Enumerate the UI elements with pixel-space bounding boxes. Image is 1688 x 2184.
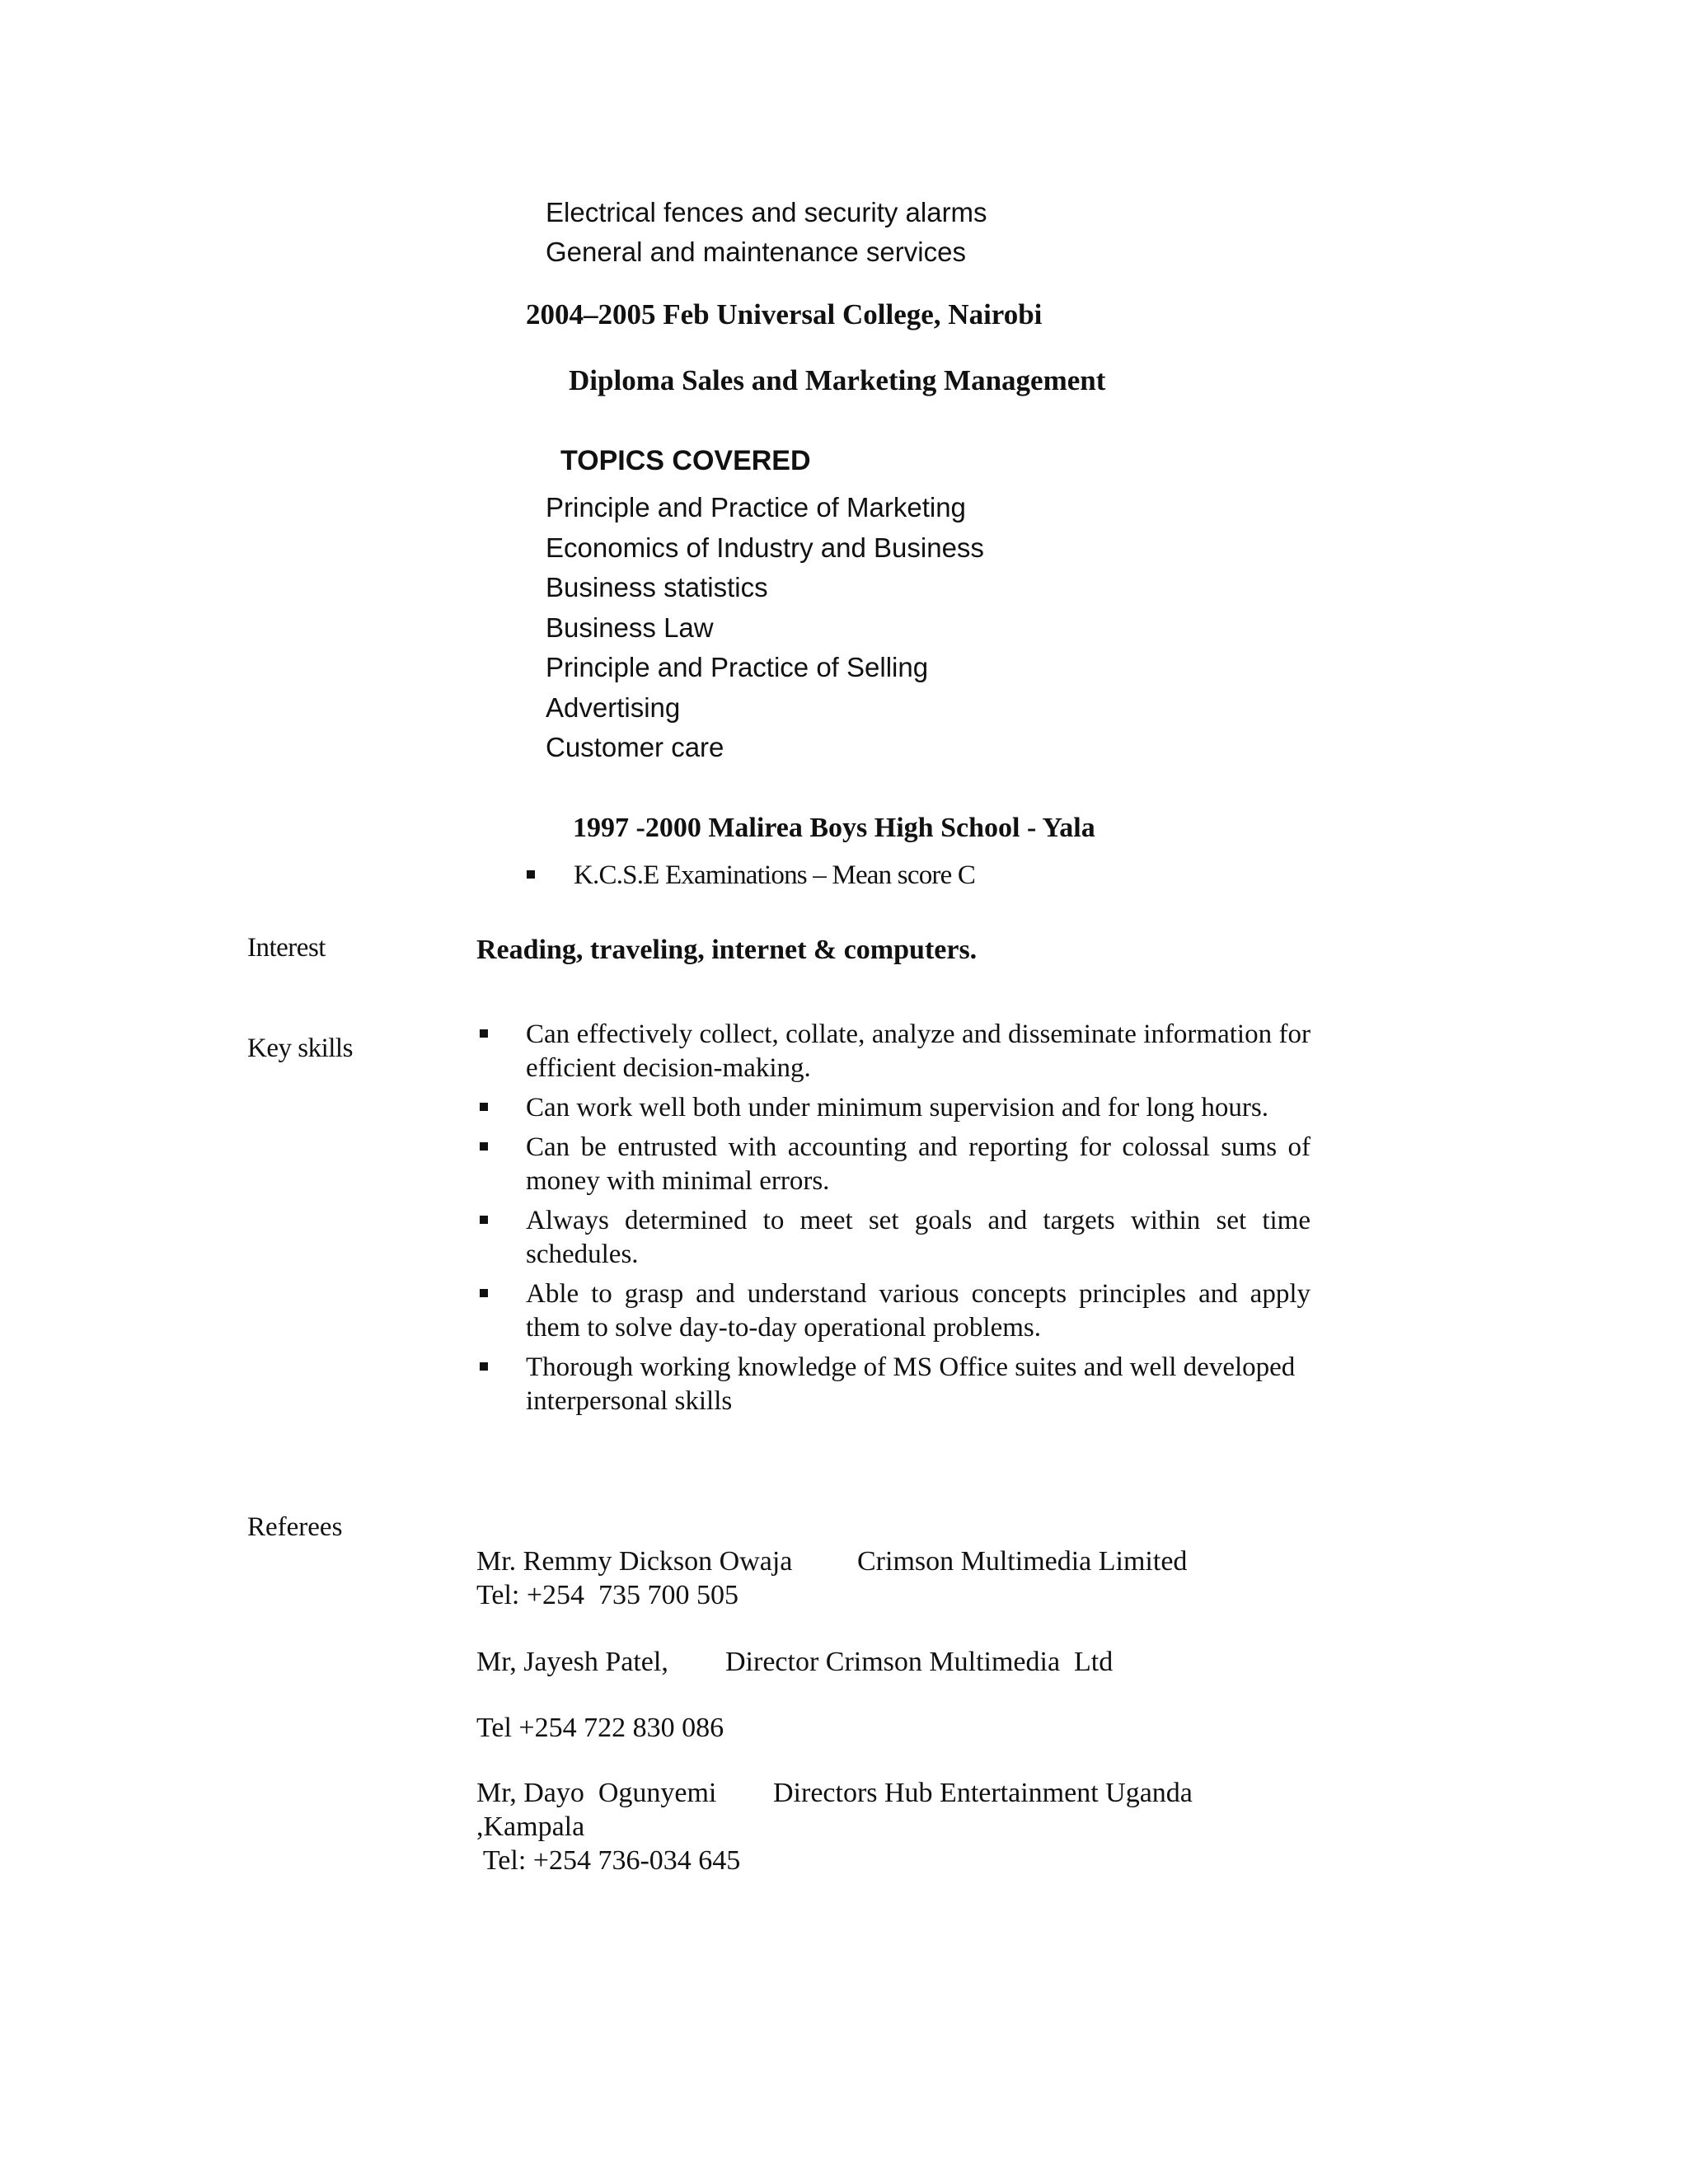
topics-list [546, 488, 984, 768]
service-item: General and maintenance services [546, 237, 966, 267]
topic-item: Economics of Industry and Business [546, 532, 984, 563]
topic-item: Principle and Practice of Selling [546, 652, 929, 682]
service-item: Electrical fences and security alarms [546, 197, 987, 227]
skill-item [476, 1018, 1311, 1085]
square-bullet-icon [480, 1362, 488, 1371]
referee-2-name: Mr, Jayesh Patel, [476, 1647, 668, 1677]
referee-2-phone: Tel +254 722 830 086 [476, 1713, 724, 1743]
square-bullet-icon [480, 1289, 488, 1297]
skill-item [476, 1277, 1311, 1345]
services-list [546, 193, 987, 272]
skill-item [476, 1351, 1311, 1418]
skill-text: Can be entrusted with accounting and reporting for colossal sums of money with minimal errors. [526, 1132, 1311, 1196]
skill-item [476, 1091, 1311, 1125]
topic-item: Principle and Practice of Marketing [546, 492, 966, 523]
referee-1-organisation: Crimson Multimedia Limited [857, 1546, 1188, 1577]
topic-item: Customer care [546, 732, 724, 762]
referee-1-phone: Tel: +254 735 700 505 [476, 1580, 739, 1610]
referee-3-phone: Tel: +254 736-034 645 [476, 1845, 741, 1876]
topic-item: Business Law [546, 612, 714, 643]
topic-item: Business statistics [546, 572, 768, 602]
college-heading: 2004–2005 Feb Universal College, Nairobi [526, 298, 1043, 330]
referee-3-organisation: Directors Hub Entertainment Uganda [773, 1778, 1193, 1808]
square-bullet-icon [480, 1029, 488, 1038]
key-skills-list [476, 1018, 1311, 1424]
square-bullet-icon [480, 1142, 488, 1151]
school-result: K.C.S.E Examinations – Mean score C [574, 860, 976, 890]
topics-covered-heading: TOPICS COVERED [560, 445, 811, 476]
skill-text: Can effectively collect, collate, analyze and disseminate information for efficient decision-making. [526, 1019, 1311, 1083]
interest-label: Interest [247, 933, 326, 963]
skill-item [476, 1204, 1311, 1272]
referee-2-organisation: Director Crimson Multimedia Ltd [725, 1647, 1114, 1677]
square-bullet-icon [480, 1103, 488, 1111]
key-skills-label: Key skills [247, 1033, 353, 1063]
referee-1-name: Mr. Remmy Dickson Owaja [476, 1546, 793, 1577]
square-bullet-icon [480, 1216, 488, 1224]
skill-text: Able to grasp and understand various concepts principles and apply them to solve day-to-day operational problems. [526, 1279, 1311, 1343]
skill-text: Always determined to meet set goals and targets within set time schedules. [526, 1206, 1311, 1269]
interest-value: Reading, traveling, internet & computers. [476, 935, 978, 965]
referees-label: Referees [247, 1512, 343, 1542]
skill-text: Thorough working knowledge of MS Office suites and well developed interpersonal skills [526, 1352, 1296, 1416]
referee-3-city: ,Kampala [476, 1811, 585, 1842]
square-bullet-icon [527, 870, 535, 879]
school-heading: 1997 -2000 Malirea Boys High School - Yala [573, 813, 1095, 843]
topic-item: Advertising [546, 691, 681, 723]
skill-text: Can work well both under minimum supervision and for long hours. [526, 1093, 1268, 1122]
skill-item [476, 1131, 1311, 1198]
referee-3-name: Mr, Dayo Ogunyemi [476, 1778, 717, 1808]
diploma-title: Diploma Sales and Marketing Management [569, 364, 1106, 396]
